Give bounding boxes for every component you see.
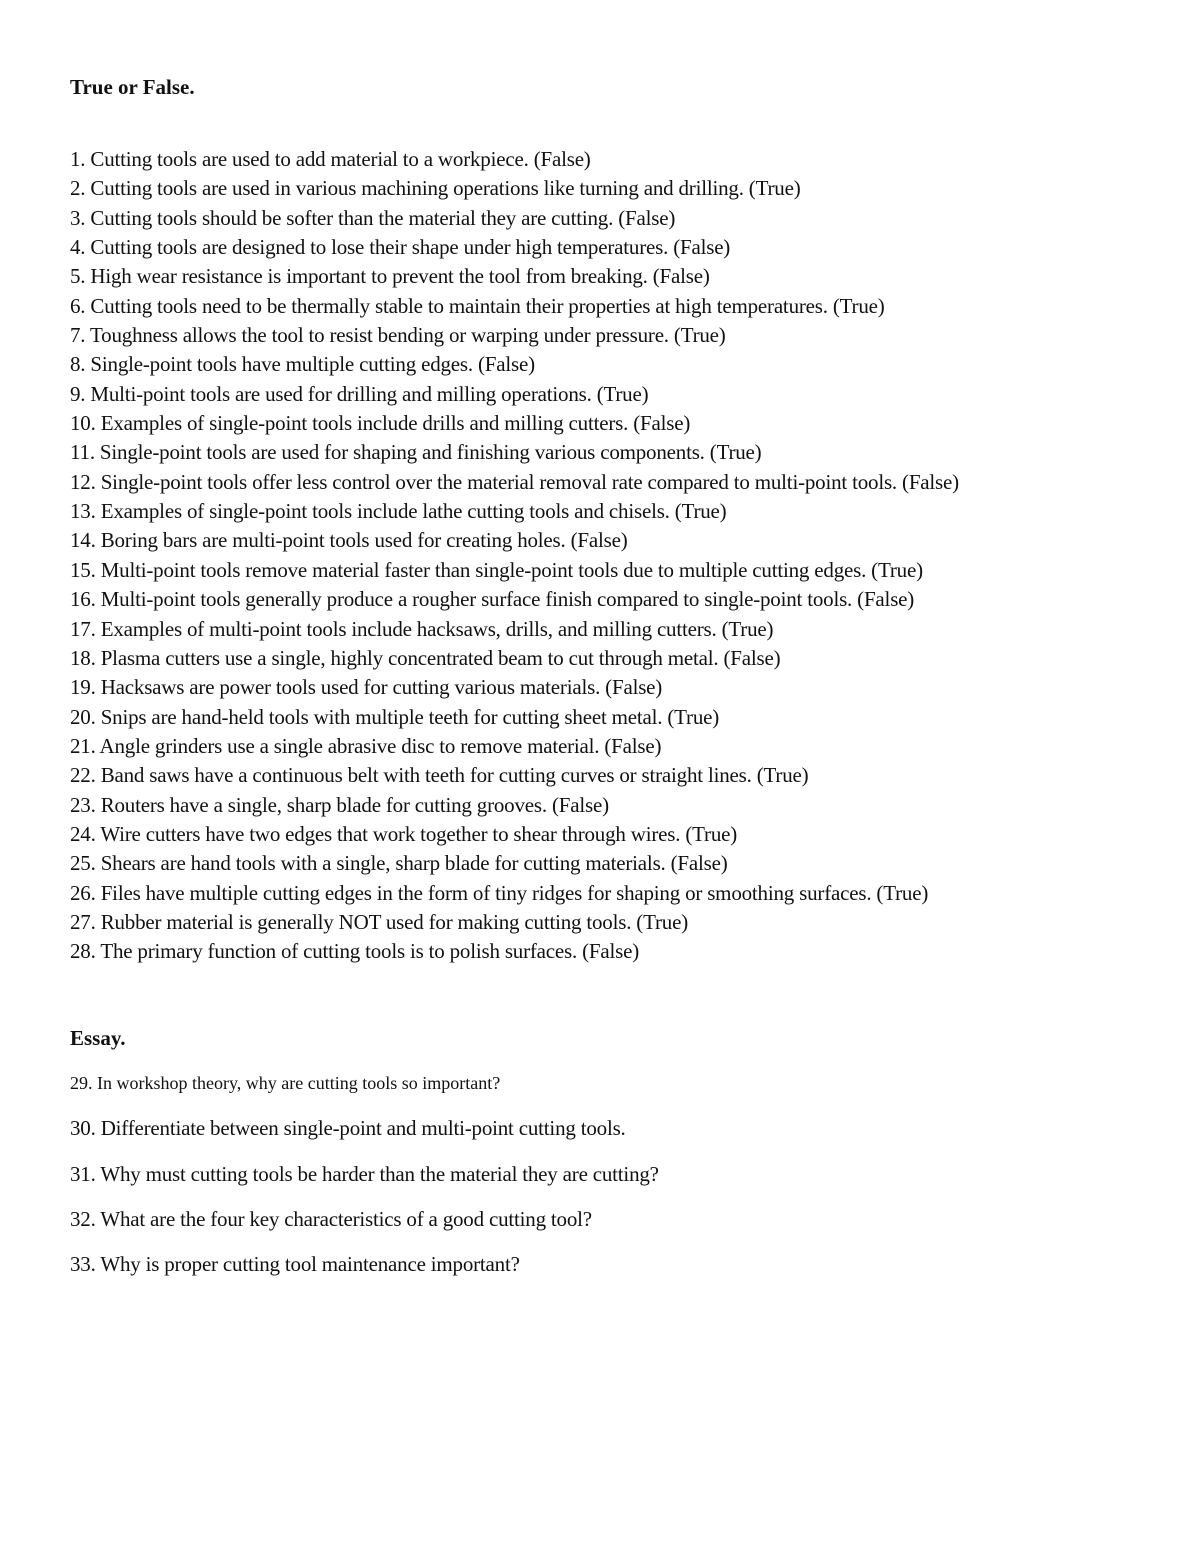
true-false-item: 19. Hacksaws are power tools used for cutting various materials. (False): [70, 675, 663, 700]
true-false-item: 11. Single-point tools are used for shaping and finishing various components. (True): [70, 440, 762, 465]
true-false-item: 8. Single-point tools have multiple cutting edges. (False): [70, 352, 535, 377]
true-false-item: 7. Toughness allows the tool to resist bending or warping under pressure. (True): [70, 323, 726, 348]
true-false-heading: True or False.: [70, 75, 195, 99]
true-false-item: 3. Cutting tools should be softer than the material they are cutting. (False): [70, 205, 676, 230]
true-false-item: 20. Snips are hand-held tools with multiple teeth for cutting sheet metal. (True): [70, 704, 720, 729]
true-false-item: 15. Multi-point tools remove material faster than single-point tools due to multiple cutting edges. (True): [70, 557, 923, 582]
true-false-item: 24. Wire cutters have two edges that work together to shear through wires. (True): [70, 821, 738, 846]
true-false-item: 10. Examples of single-point tools include drills and milling cutters. (False): [70, 411, 691, 436]
true-false-item: 16. Multi-point tools generally produce a rougher surface finish compared to single-point tools. (False): [70, 587, 915, 612]
true-false-item: 23. Routers have a single, sharp blade for cutting grooves. (False): [70, 792, 609, 817]
true-false-item: 6. Cutting tools need to be thermally stable to maintain their properties at high temperatures. (True): [70, 293, 885, 318]
essay-heading: Essay.: [70, 1026, 126, 1050]
true-false-item: 27. Rubber material is generally NOT used for making cutting tools. (True): [70, 909, 688, 934]
essay-question: 32. What are the four key characteristics of a good cutting tool?: [70, 1206, 592, 1231]
essay-question: 30. Differentiate between single-point and multi-point cutting tools.: [70, 1116, 626, 1141]
true-false-item: 14. Boring bars are multi-point tools used for creating holes. (False): [70, 528, 628, 553]
true-false-item: 18. Plasma cutters use a single, highly concentrated beam to cut through metal. (False): [70, 645, 781, 670]
essay-list: [70, 1068, 1180, 1294]
essay-question: 31. Why must cutting tools be harder than the material they are cutting?: [70, 1161, 659, 1186]
essay-question: 33. Why is proper cutting tool maintenance important?: [70, 1252, 520, 1277]
true-false-item: 13. Examples of single-point tools include lathe cutting tools and chisels. (True): [70, 499, 727, 524]
true-false-item: 28. The primary function of cutting tools is to polish surfaces. (False): [70, 939, 640, 964]
true-false-item: 17. Examples of multi-point tools include hacksaws, drills, and milling cutters. (True): [70, 616, 774, 641]
true-false-list: [70, 145, 1180, 967]
true-false-item: 5. High wear resistance is important to prevent the tool from breaking. (False): [70, 264, 710, 289]
true-false-item: 26. Files have multiple cutting edges in the form of tiny ridges for shaping or smoothing surfaces. (True): [70, 880, 929, 905]
true-false-item: 9. Multi-point tools are used for drilling and milling operations. (True): [70, 381, 649, 406]
true-false-item: 1. Cutting tools are used to add material to a workpiece. (False): [70, 147, 591, 171]
true-false-item: 25. Shears are hand tools with a single, sharp blade for cutting materials. (False): [70, 851, 728, 876]
true-false-item: 4. Cutting tools are designed to lose their shape under high temperatures. (False): [70, 235, 731, 260]
true-false-item: 12. Single-point tools offer less control over the material removal rate compared to multi-point tools. (False): [70, 469, 959, 494]
true-false-item: 2. Cutting tools are used in various machining operations like turning and drilling. (True): [70, 176, 801, 201]
true-false-item: 22. Band saws have a continuous belt with teeth for cutting curves or straight lines. (True): [70, 763, 809, 788]
essay-question: 29. In workshop theory, why are cutting tools so important?: [70, 1073, 501, 1093]
true-false-item: 21. Angle grinders use a single abrasive disc to remove material. (False): [70, 733, 662, 758]
